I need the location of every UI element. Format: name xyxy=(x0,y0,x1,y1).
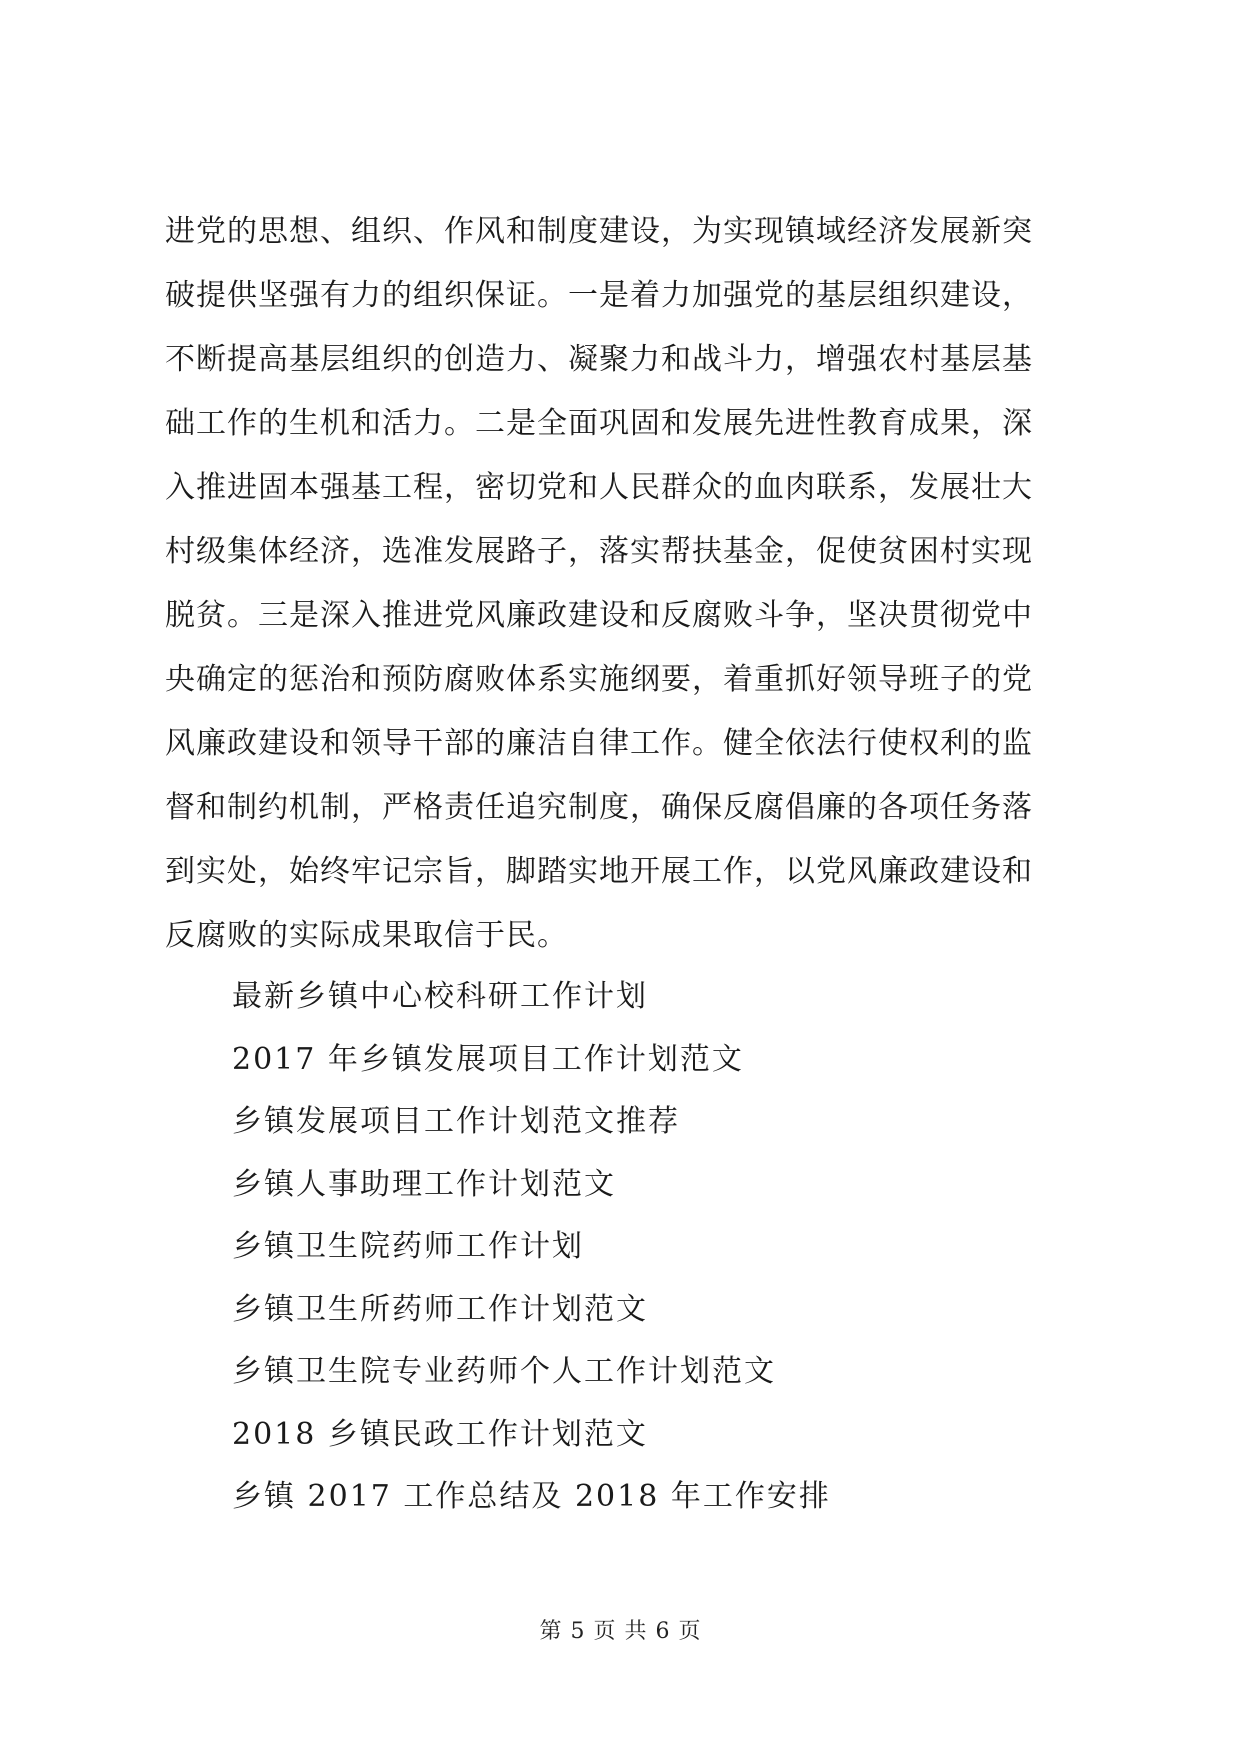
body-line: 央确定的惩治和预防腐败体系实施纲要，着重抓好领导班子的党 xyxy=(165,662,1033,697)
body-line: 入推进固本强基工程，密切党和人民群众的血肉联系，发展壮大 xyxy=(165,470,1033,505)
body-paragraph xyxy=(165,200,1081,968)
related-article-item: 乡镇 2017 工作总结及 2018 年工作安排 xyxy=(232,1479,831,1514)
related-article-item: 最新乡镇中心校科研工作计划 xyxy=(232,979,648,1014)
body-line: 不断提高基层组织的创造力、凝聚力和战斗力，增强农村基层基 xyxy=(165,342,1033,377)
related-article-item: 乡镇发展项目工作计划范文推荐 xyxy=(232,1104,680,1139)
body-line: 反腐败的实际成果取信于民。 xyxy=(165,918,568,953)
related-article-item: 2018 乡镇民政工作计划范文 xyxy=(232,1416,648,1452)
body-line: 到实处，始终牢记宗旨，脚踏实地开展工作，以党风廉政建设和 xyxy=(165,854,1033,889)
body-line: 风廉政建设和领导干部的廉洁自律工作。健全依法行使权利的监 xyxy=(165,726,1033,761)
page-number-footer: 第 5 页 共 6 页 xyxy=(539,1619,702,1644)
related-articles-list xyxy=(232,966,1072,1529)
related-article-item: 乡镇卫生院药师工作计划 xyxy=(232,1229,584,1264)
body-line: 脱贫。三是深入推进党风廉政建设和反腐败斗争，坚决贯彻党中 xyxy=(165,598,1033,633)
related-article-item: 乡镇人事助理工作计划范文 xyxy=(232,1166,616,1202)
body-line: 进党的思想、组织、作风和制度建设，为实现镇域经济发展新突 xyxy=(165,214,1033,249)
body-line: 破提供坚强有力的组织保证。一是着力加强党的基层组织建设， xyxy=(165,278,1033,313)
body-line: 础工作的生机和活力。二是全面巩固和发展先进性教育成果，深 xyxy=(165,406,1033,441)
related-article-item: 乡镇卫生所药师工作计划范文 xyxy=(232,1291,648,1327)
body-line: 村级集体经济，选准发展路子，落实帮扶基金，促使贫困村实现 xyxy=(165,534,1033,569)
related-article-item: 2017 年乡镇发展项目工作计划范文 xyxy=(232,1041,744,1077)
body-line: 督和制约机制，严格责任追究制度，确保反腐倡廉的各项任务落 xyxy=(165,790,1033,825)
related-article-item: 乡镇卫生院专业药师个人工作计划范文 xyxy=(232,1354,776,1389)
